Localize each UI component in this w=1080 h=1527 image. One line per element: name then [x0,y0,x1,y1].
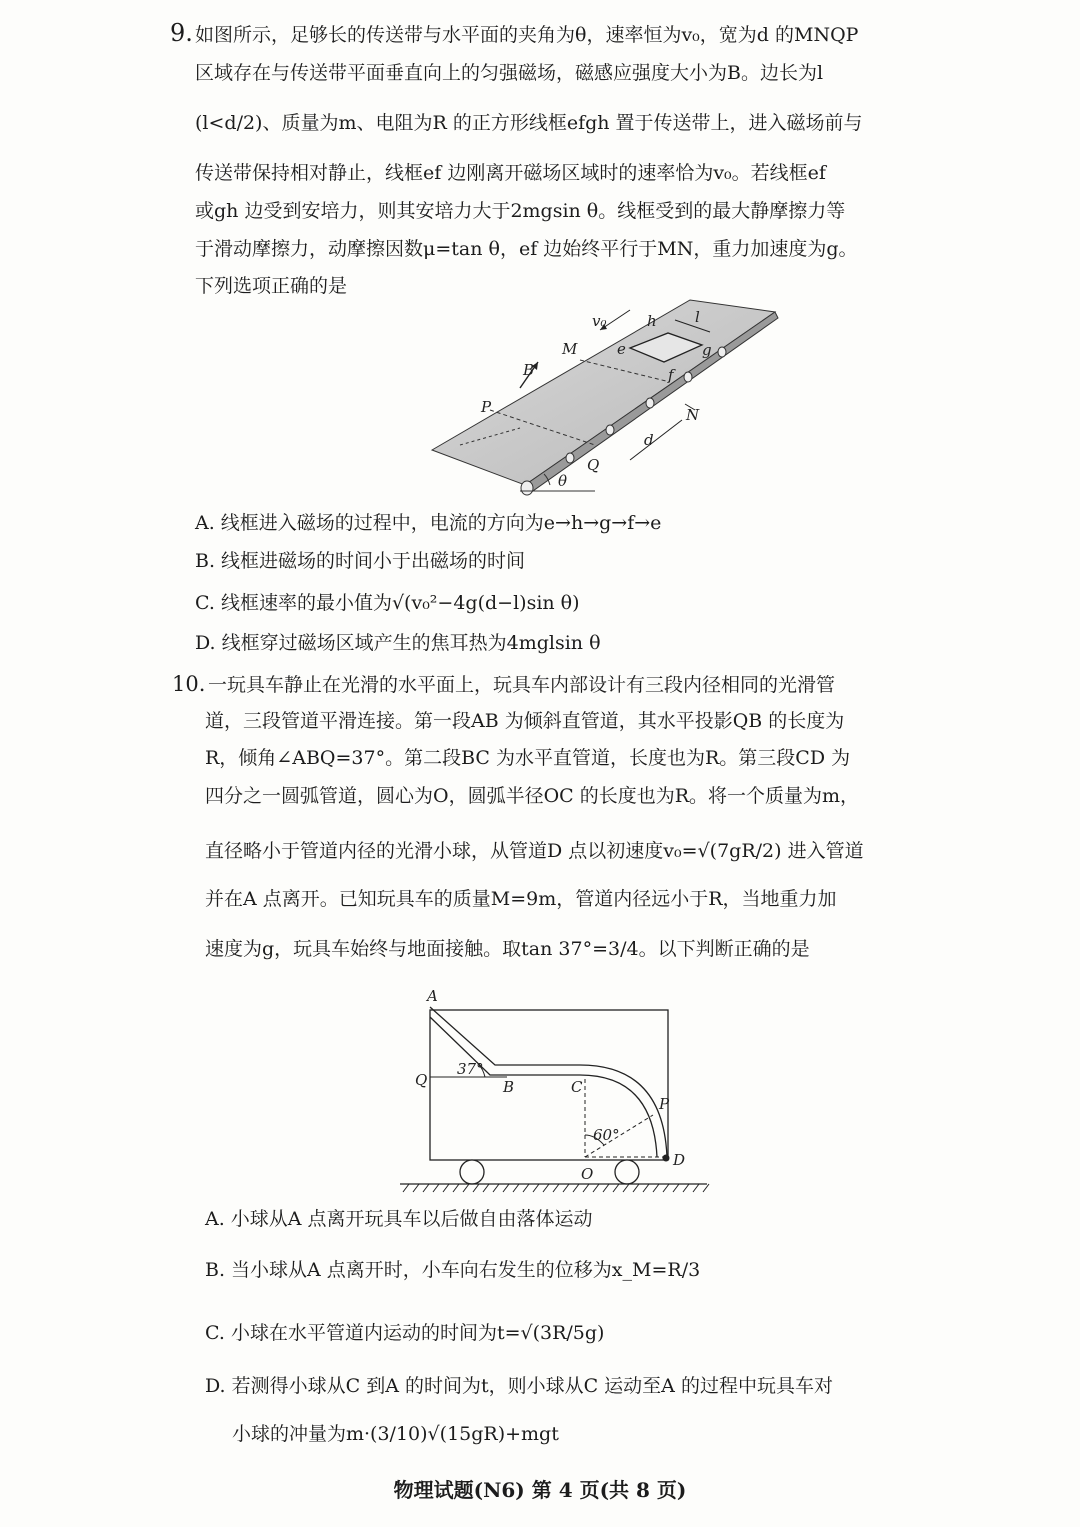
q10-option-a: A. 小球从A 点离开玩具车以后做自由落体运动 [205,1208,593,1230]
roller [646,398,654,408]
label-e: e [617,340,626,358]
q10-number: 10. [172,672,206,696]
wheel-right [615,1160,639,1184]
roller [718,347,726,357]
label-N: N [686,406,700,424]
q9-line-6: 于滑动摩擦力，动摩擦因数μ=tan θ，ef 边始终平行于MN，重力加速度为g。 [195,238,858,260]
q10-line-5: 直径略小于管道内径的光滑小球，从管道D 点以初速度v₀=√(7gR/2) 进入管道 [205,840,864,862]
q9-number: 9. [170,19,193,47]
q10-line-2: 道，三段管道平滑连接。第一段AB 为倾斜直管道，其水平投影QB 的长度为 [205,710,845,732]
label-d: d [644,431,654,449]
q10-option-d: D. 若测得小球从C 到A 的时间为t，则小球从C 运动至A 的过程中玩具车对 [205,1375,833,1397]
label-O: O [581,1165,594,1183]
label-Q: Q [587,456,600,474]
label-60deg: 60° [593,1126,620,1144]
roller [566,453,574,463]
q10-line-7: 速度为g，玩具车始终与地面接触。取tan 37°=3/4。以下判断正确的是 [205,938,810,960]
q9-line-5: 或gh 边受到安培力，则其安培力大于2mgsin θ。线框受到的最大静摩擦力等 [195,200,846,222]
roller [684,372,692,382]
label-l: l [695,308,700,326]
q9-line-7: 下列选项正确的是 [195,275,348,297]
q9-line-4: 传送带保持相对静止，线框ef 边刚离开磁场区域时的速率恰为v₀。若线框ef [195,162,826,184]
label-B: B [523,361,535,379]
q9-line-3: (l<d/2)、质量为m、电阻为R 的正方形线框efgh 置于传送带上，进入磁场前与 [195,112,863,134]
label-theta: θ [558,472,568,490]
ground-hatch [403,1184,709,1192]
ball [663,1155,670,1162]
label-f: f [668,366,674,384]
tube-ab-outer [430,1007,667,1157]
roller-end [521,481,533,495]
label-v0: v₀ [592,312,607,330]
label-A: A [427,987,438,1005]
label-B: B [503,1078,515,1096]
label-D: D [673,1151,686,1169]
q10-line-1: 一玩具车静止在光滑的水平面上，玩具车内部设计有三段内径相同的光滑管 [208,674,836,696]
label-P: P [481,398,492,416]
q10-option-d-line-2: 小球的冲量为m·(3/10)√(15gR)+mgt [232,1423,559,1445]
q9-line-1: 如图所示，足够长的传送带与水平面的夹角为θ，速率恒为v₀，宽为d 的MNQP [195,24,859,46]
car-body [430,1010,668,1160]
q10-line-6: 并在A 点离开。已知玩具车的质量M=9m，管道内径远小于R，当地重力加 [205,888,837,910]
q10-line-3: R，倾角∠ABQ=37°。第二段BC 为水平直管道，长度也为R。第三段CD 为 [205,747,851,769]
q9-option-d: D. 线框穿过磁场区域产生的焦耳热为4mglsin θ [195,632,601,654]
q9-conveyor-figure [420,300,800,500]
label-M: M [562,340,578,358]
label-g: g [702,341,712,359]
roller [606,425,614,435]
label-h: h [647,312,657,330]
q9-option-b: B. 线框进磁场的时间小于出磁场的时间 [195,550,526,572]
label-C: C [571,1078,583,1096]
q10-toy-car-figure [395,985,715,1195]
wheel-left [460,1160,484,1184]
label-Q: Q [415,1071,428,1089]
page-footer: 物理试题(N6) 第 4 页(共 8 页) [393,1478,687,1502]
q9-option-a: A. 线框进入磁场的过程中，电流的方向为e→h→g→f→e [195,512,662,534]
q9-option-c: C. 线框速率的最小值为√(v₀²−4g(d−l)sin θ) [195,592,580,614]
label-P: P [659,1095,670,1113]
q10-option-c: C. 小球在水平管道内运动的时间为t=√(3R/5g) [205,1322,605,1344]
q10-option-b: B. 当小球从A 点离开时，小车向右发生的位移为x_M=R/3 [205,1259,701,1281]
d-arrow [630,420,682,460]
q10-line-4: 四分之一圆弧管道，圆心为O，圆弧半径OC 的长度也为R。将一个质量为m， [205,785,860,807]
label-37deg: 37° [457,1060,484,1078]
q9-line-2: 区域存在与传送带平面垂直向上的匀强磁场，磁感应强度大小为B。边长为l [195,62,824,84]
